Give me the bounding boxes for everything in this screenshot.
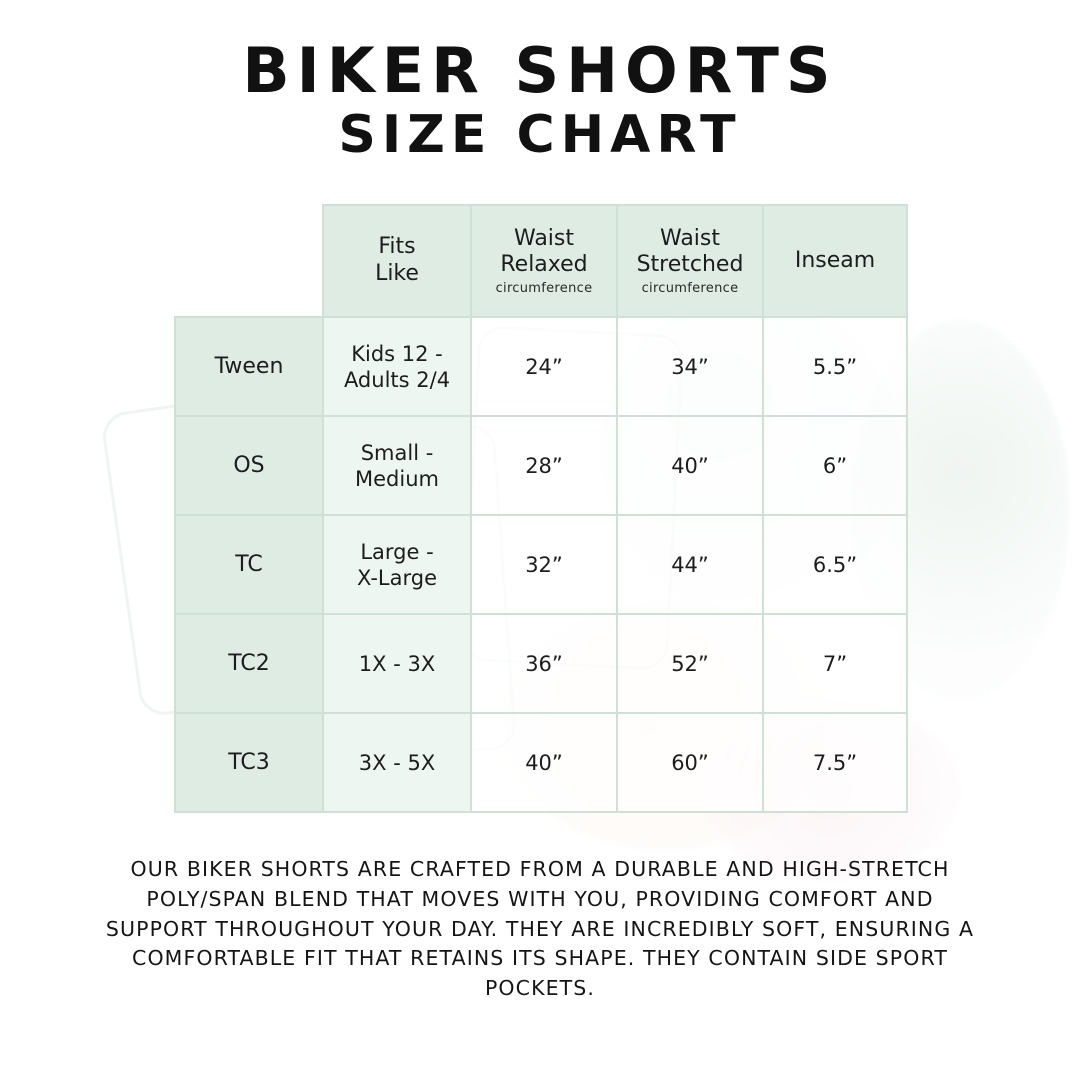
table-row xyxy=(175,713,907,812)
cell-inseam: 6.5” xyxy=(763,515,907,614)
cell-fits-line1: Kids 12 - xyxy=(351,341,443,366)
cell-fits-line1: Small - xyxy=(360,440,434,465)
table-body xyxy=(175,317,907,812)
header-stretched-line2: Stretched xyxy=(636,252,744,278)
header-stretched-note: circumference xyxy=(641,281,739,297)
cell-fits xyxy=(323,713,471,812)
header-relaxed-line1: Waist xyxy=(513,225,575,251)
cell-waist-stretched: 44” xyxy=(617,515,763,614)
cell-inseam: 6” xyxy=(763,416,907,515)
header-fits-line1: Fits xyxy=(378,234,416,260)
cell-fits xyxy=(323,317,471,416)
cell-fits-line2: Medium xyxy=(355,466,439,491)
cell-inseam: 7.5” xyxy=(763,713,907,812)
cell-fits-line1: 3X - 5X xyxy=(358,750,436,775)
header-inseam-label: Inseam xyxy=(794,247,876,273)
page-title-block xyxy=(0,0,1080,164)
size-chart-container xyxy=(174,204,906,813)
cell-size: TC xyxy=(175,515,323,614)
cell-fits xyxy=(323,416,471,515)
header-fits-line2: Like xyxy=(375,261,419,287)
cell-fits-line2: Adults 2/4 xyxy=(343,367,451,392)
cell-waist-relaxed: 32” xyxy=(471,515,617,614)
cell-fits-line1: 1X - 3X xyxy=(358,651,436,676)
table-row xyxy=(175,416,907,515)
header-cell-waist-relaxed xyxy=(471,205,617,317)
cell-fits xyxy=(323,515,471,614)
header-cell-inseam xyxy=(763,205,907,317)
cell-waist-relaxed: 36” xyxy=(471,614,617,713)
header-relaxed-note: circumference xyxy=(495,281,593,297)
table-header xyxy=(175,205,907,317)
cell-waist-stretched: 40” xyxy=(617,416,763,515)
cell-waist-relaxed: 28” xyxy=(471,416,617,515)
cell-waist-relaxed: 24” xyxy=(471,317,617,416)
page-title: BIKER SHORTS xyxy=(242,34,838,107)
cell-inseam: 5.5” xyxy=(763,317,907,416)
header-cell-blank xyxy=(175,205,323,317)
cell-waist-stretched: 60” xyxy=(617,713,763,812)
cell-size: TC3 xyxy=(175,713,323,812)
table-row xyxy=(175,515,907,614)
product-description: OUR BIKER SHORTS ARE CRAFTED FROM A DURABLE AND HIGH-STRETCH POLY/SPAN BLEND THAT MOVES WITH YOU, PROVIDING COMFORT AND SUPPORT THROUGHOUT YOUR DAY. THEY ARE INCREDIBLY SOFT, ENSURING A COMFORTABLE FIT THAT RETAINS ITS SHAPE. THEY CONTAIN SIDE SPORT POCKETS. xyxy=(105,857,975,1001)
header-cell-waist-stretched xyxy=(617,205,763,317)
cell-fits xyxy=(323,614,471,713)
table-row xyxy=(175,317,907,416)
page-subtitle: SIZE CHART xyxy=(338,105,742,166)
cell-fits-line2: X-Large xyxy=(356,565,437,590)
table-row xyxy=(175,614,907,713)
header-stretched-line1: Waist xyxy=(659,225,721,251)
header-relaxed-line2: Relaxed xyxy=(500,252,588,278)
cell-size: TC2 xyxy=(175,614,323,713)
cell-fits-line1: Large - xyxy=(360,539,434,564)
cell-inseam: 7” xyxy=(763,614,907,713)
cell-size: OS xyxy=(175,416,323,515)
header-cell-fits-like xyxy=(323,205,471,317)
cell-size: Tween xyxy=(175,317,323,416)
cell-waist-stretched: 34” xyxy=(617,317,763,416)
cell-waist-relaxed: 40” xyxy=(471,713,617,812)
size-chart-table xyxy=(174,204,908,813)
cell-waist-stretched: 52” xyxy=(617,614,763,713)
